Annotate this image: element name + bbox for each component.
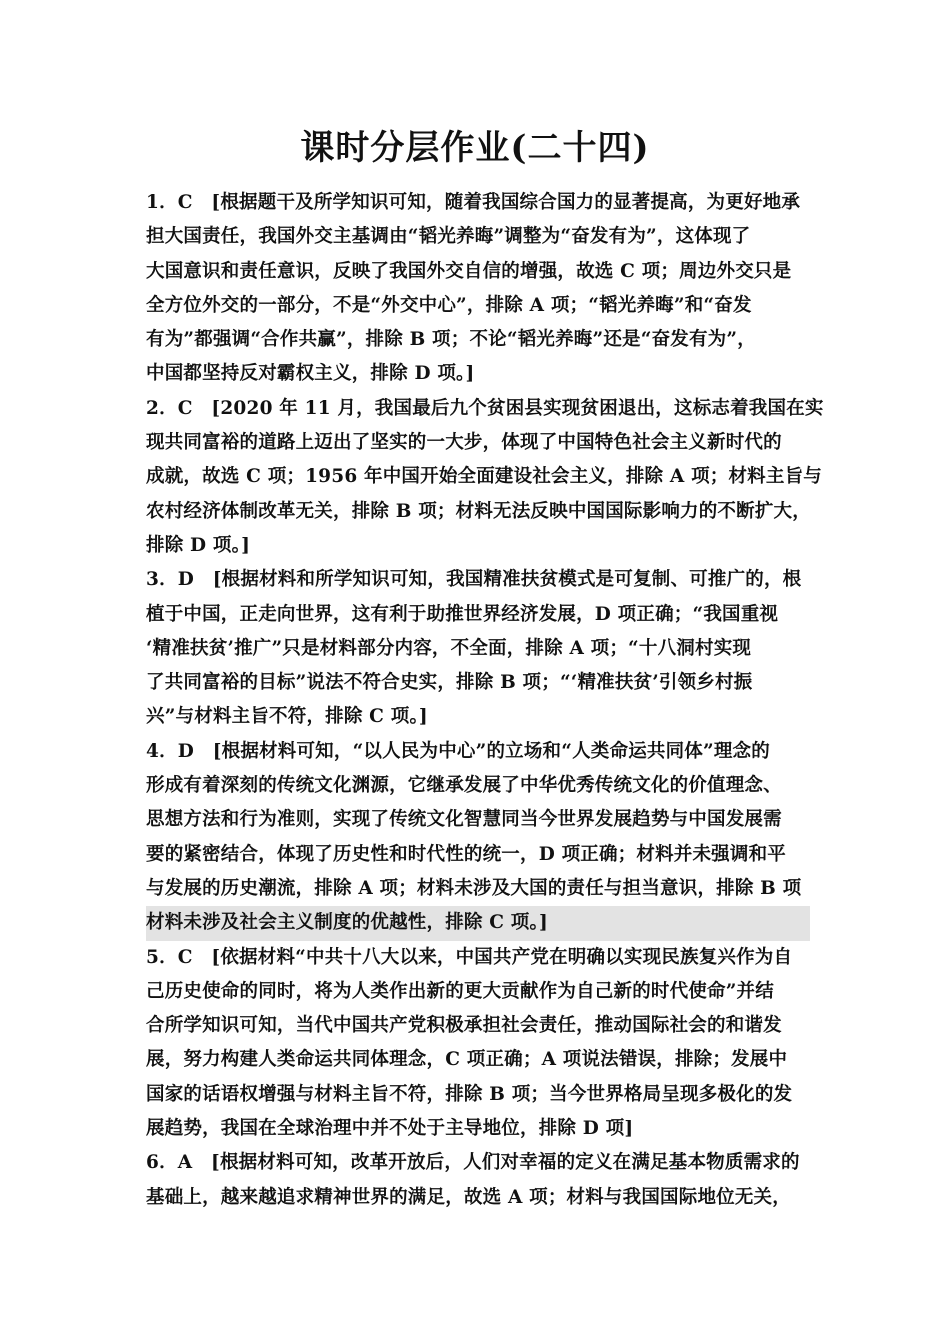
answer-line: 现共同富裕的道路上迈出了坚实的一大步，体现了中国特色社会主义新时代的 bbox=[146, 432, 782, 454]
answer-line: 形成有着深刻的传统文化渊源，它继承发展了中华优秀传统文化的价值理念、 bbox=[146, 775, 782, 797]
answer-line: 5．C [依据材料“中共十八大以来，中国共产党在明确以实现民族复兴作为自 bbox=[146, 946, 793, 968]
answer-item bbox=[146, 563, 810, 734]
answer-list bbox=[146, 186, 824, 1215]
answer-line: 植于中国，正走向世界，这有利于助推世界经济发展，D 项正确；“我国重视 bbox=[146, 603, 779, 625]
answer-line: 2．C [2020 年 11 月，我国最后九个贫困县实现贫困退出，这标志着我国在实 bbox=[146, 397, 824, 419]
answer-line: 农村经济体制改革无关，排除 B 项；材料无法反映中国国际影响力的不断扩大， bbox=[146, 500, 811, 522]
answer-line: 兴”与材料主旨不符，排除 C 项。] bbox=[146, 706, 428, 728]
answer-line: ‘精准扶贫’推广”只是材料部分内容，不全面，排除 A 项；“十八洞村实现 bbox=[146, 637, 752, 659]
answer-item bbox=[146, 1146, 810, 1215]
answer-line: 思想方法和行为准则，实现了传统文化智慧同当今世界发展趋势与中国发展需 bbox=[146, 809, 782, 831]
answer-line: 排除 D 项。] bbox=[146, 534, 251, 556]
answer-line: 展趋势，我国在全球治理中并不处于主导地位，排除 D 项] bbox=[146, 1118, 634, 1140]
answer-item bbox=[146, 392, 824, 563]
highlighted-answer-line: 材料未涉及社会主义制度的优越性，排除 C 项。] bbox=[146, 906, 810, 940]
answer-line: 6．A [根据材料可知，改革开放后，人们对幸福的定义在满足基本物质需求的 bbox=[146, 1152, 800, 1174]
answer-line: 有为”都强调“合作共赢”，排除 B 项；不论“韬光养晦”还是“奋发有为”， bbox=[146, 329, 756, 351]
answer-line: 中国都坚持反对霸权主义，排除 D 项。] bbox=[146, 363, 475, 385]
answer-line: 3．D [根据材料和所学知识可知，我国精准扶贫模式是可复制、可推广的，根 bbox=[146, 569, 802, 591]
answer-line: 大国意识和责任意识，反映了我国外交自信的增强，故选 C 项；周边外交只是 bbox=[146, 260, 792, 282]
answer-line: 4．D [根据材料可知，“以人民为中心”的立场和“人类命运共同体”理念的 bbox=[146, 740, 770, 762]
answer-line: 担大国责任，我国外交主基调由“韬光养晦”调整为“奋发有为”，这体现了 bbox=[146, 226, 751, 248]
page-title: 课时分层作业(二十四) bbox=[300, 128, 650, 168]
answer-line: 基础上，越来越追求精神世界的满足，故选 A 项；材料与我国国际地位无关， bbox=[146, 1186, 791, 1208]
answer-line: 了共同富裕的目标”说法不符合史实，排除 B 项；“‘精准扶贫’引领乡村振 bbox=[146, 672, 753, 694]
answer-line: 国家的话语权增强与材料主旨不符，排除 B 项；当今世界格局呈现多极化的发 bbox=[146, 1083, 793, 1105]
answer-line: 合所学知识可知，当代中国共产党积极承担社会责任，推动国际社会的和谐发 bbox=[146, 1015, 782, 1037]
answer-line: 1．C [根据题干及所学知识可知，随着我国综合国力的显著提高，为更好地承 bbox=[146, 192, 801, 213]
answer-item bbox=[146, 735, 810, 941]
answer-item bbox=[146, 186, 810, 392]
answer-line: 己历史使命的同时，将为人类作出新的更大贡献作为自己新的时代使命”并结 bbox=[146, 980, 774, 1002]
answer-line: 全方位外交的一部分，不是“外交中心”，排除 A 项；“韬光养晦”和“奋发 bbox=[146, 294, 752, 316]
answer-line: 与发展的历史潮流，排除 A 项；材料未涉及大国的责任与担当意识，排除 B 项 bbox=[146, 877, 802, 899]
answer-item bbox=[146, 941, 810, 1147]
answer-line: 要的紧密结合，体现了历史性和时代性的统一，D 项正确；材料并未强调和平 bbox=[146, 843, 786, 865]
answer-line: 成就，故选 C 项；1956 年中国开始全面建设社会主义，排除 A 项；材料主旨与 bbox=[146, 466, 822, 488]
answer-line: 展，努力构建人类命运共同体理念，C 项正确；A 项说法错误，排除；发展中 bbox=[146, 1049, 788, 1071]
